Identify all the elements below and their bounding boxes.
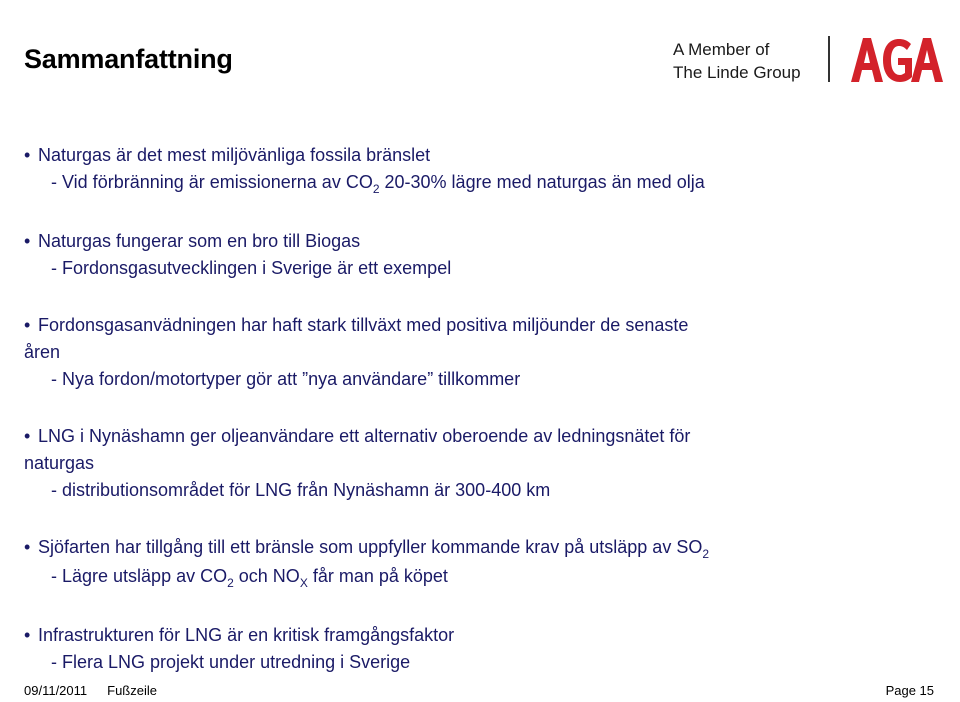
bullet-main: • Naturgas fungerar som en bro till Biogas xyxy=(24,228,944,255)
sub-text: - Vid förbränning är emissionerna av CO xyxy=(51,172,373,192)
bullet-item xyxy=(24,534,944,592)
aga-logo xyxy=(849,34,945,84)
bullet-sub: - Flera LNG projekt under utredning i Sverige xyxy=(51,652,411,672)
main-text: Sjöfarten har tillgång till ett bränsle som uppfyller kommande krav på utsläpp av SO xyxy=(38,537,703,557)
bullet-list xyxy=(24,142,944,676)
bullet-sub xyxy=(24,563,944,592)
bullet-main: • Infrastrukturen för LNG är en kritisk framgångsfaktor xyxy=(24,622,944,649)
bullet-continuation: åren xyxy=(24,342,61,362)
subscript: 2 xyxy=(702,547,710,561)
bullet-item xyxy=(24,312,944,393)
bullet-main: • LNG i Nynäshamn ger oljeanvändare ett alternativ oberoende av ledningsnätet för xyxy=(24,423,944,450)
bullet-item xyxy=(24,142,944,198)
page-number: Page 15 xyxy=(885,683,934,698)
footer xyxy=(24,683,157,698)
tagline-line-2: The Linde Group xyxy=(673,63,801,82)
sub-text: får man på köpet xyxy=(307,566,448,586)
subscript: X xyxy=(299,576,308,590)
bullet-sub: - distributionsområdet för LNG från Nynäshamn är 300-400 km xyxy=(51,480,551,500)
bullet-continuation: naturgas xyxy=(24,453,95,473)
sub-text: 20-30% lägre med naturgas än med olja xyxy=(379,172,705,192)
footer-label: Fußzeile xyxy=(107,683,157,698)
subscript: 2 xyxy=(227,576,234,590)
bullet-item xyxy=(24,423,944,504)
bullet-sub xyxy=(24,169,944,198)
sub-text: och NO xyxy=(233,566,300,586)
bullet-main xyxy=(24,534,944,563)
bullet-sub: - Fordonsgasutvecklingen i Sverige är ett exempel xyxy=(51,258,452,278)
bullet-main: • Fordonsgasanvädningen har haft stark tillväxt med positiva miljöunder de senaste xyxy=(24,312,944,339)
sub-text: - Lägre utsläpp av CO xyxy=(51,566,228,586)
footer-date: 09/11/2011 xyxy=(24,683,88,698)
bullet-item xyxy=(24,622,944,676)
subscript: 2 xyxy=(372,182,380,196)
bullet-main: • Naturgas är det mest miljövänliga fossila bränslet xyxy=(24,142,944,169)
bullet-sub: - Nya fordon/motortyper gör att ”nya användare” tillkommer xyxy=(51,369,521,389)
header-divider xyxy=(828,36,830,82)
bullet-item xyxy=(24,228,944,282)
tagline-line-1: A Member of xyxy=(673,40,770,59)
page-title: Sammanfattning xyxy=(24,44,233,74)
linde-group-tagline xyxy=(673,38,801,84)
